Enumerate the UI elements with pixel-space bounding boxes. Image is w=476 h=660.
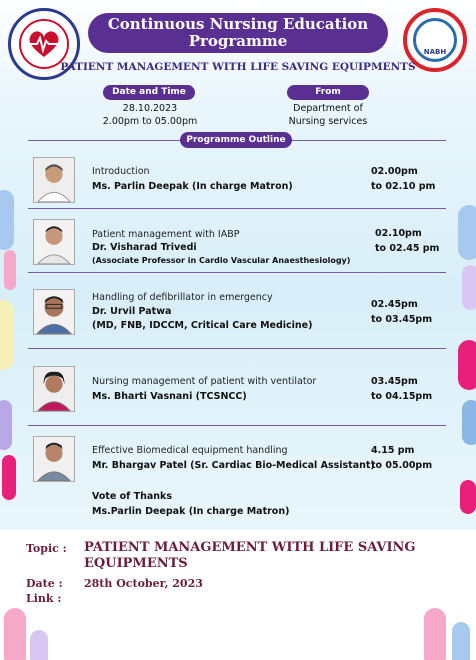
session-title: Handling of defibrillator in emergency <box>92 292 273 303</box>
session-speaker: Ms. Bharti Vasnani (TCSNCC) <box>92 391 247 402</box>
decor-pill <box>0 190 14 250</box>
topic-label: Topic : <box>26 542 67 555</box>
decor-pill <box>458 340 476 390</box>
session-speaker-detail: (Associate Professor in Cardio Vascular Anaesthesiology) <box>92 256 351 265</box>
decor-pill <box>460 480 476 514</box>
programme-title: Continuous Nursing Education Programme <box>88 13 388 53</box>
session-time-end: to 05.00pm <box>371 460 433 471</box>
speaker-photo <box>33 436 75 482</box>
speaker-photo <box>33 157 75 203</box>
date-time-chip: Date and Time <box>103 85 195 100</box>
decor-pill <box>452 622 470 660</box>
session-time-start: 02.10pm <box>375 228 422 239</box>
session-title: Nursing management of patient with ventilator <box>92 376 317 387</box>
programme-subtitle: PATIENT MANAGEMENT WITH LIFE SAVING EQUIPMENTS <box>60 61 416 73</box>
topic-value: PATIENT MANAGEMENT WITH LIFE SAVING EQUIPMENTS <box>84 540 416 571</box>
decor-pill <box>0 300 14 370</box>
decor-pill <box>458 205 476 260</box>
session-title: Effective Biomedical equipment handling <box>92 445 288 456</box>
decor-pill <box>462 265 476 310</box>
session-title: Patient management with IABP <box>92 229 240 240</box>
speaker-photo <box>33 219 75 265</box>
programme-outline-chip: Programme Outline <box>180 132 292 148</box>
session-divider <box>28 425 446 426</box>
link-label: Link : <box>26 592 62 605</box>
vote-of-thanks-speaker: Ms.Parlin Deepak (In charge Matron) <box>92 506 290 517</box>
from-line-2: Nursing services <box>288 116 368 127</box>
date-label: Date : <box>26 577 63 590</box>
from-chip: From <box>287 85 369 100</box>
nabh-logo-text: NABH <box>423 48 447 56</box>
speaker-photo <box>33 366 75 412</box>
session-time-end: to 02.45 pm <box>375 243 440 254</box>
time-value: 2.00pm to 05.00pm <box>102 116 198 127</box>
decor-pill <box>30 630 48 660</box>
decor-pill <box>0 400 12 450</box>
session-divider <box>28 208 446 209</box>
session-divider <box>28 348 446 349</box>
session-divider <box>28 272 446 273</box>
session-title: Introduction <box>92 166 150 177</box>
from-line-1: Department of <box>293 103 363 114</box>
speaker-photo <box>33 289 75 335</box>
session-speaker: Dr. Urvil Patwa <box>92 306 172 317</box>
session-time-end: to 02.10 pm <box>371 181 436 192</box>
decor-pill <box>2 455 16 500</box>
session-time-start: 02.00pm <box>371 166 418 177</box>
session-time-start: 02.45pm <box>371 299 418 310</box>
decor-pill <box>424 608 446 660</box>
decor-pill <box>4 250 16 290</box>
date-value-footer: 28th October, 2023 <box>84 577 203 590</box>
decor-pill <box>4 608 26 660</box>
session-speaker-detail: (MD, FNB, IDCCM, Critical Care Medicine) <box>92 320 313 331</box>
session-speaker: Ms. Parlin Deepak (In charge Matron) <box>92 181 293 192</box>
session-time-end: to 04.15pm <box>371 391 433 402</box>
vote-of-thanks-title: Vote of Thanks <box>92 491 173 502</box>
session-time-start: 03.45pm <box>371 376 418 387</box>
session-time-start: 4.15 pm <box>371 445 415 456</box>
session-time-end: to 03.45pm <box>371 314 433 325</box>
date-value: 28.10.2023 <box>122 103 178 114</box>
session-speaker: Mr. Bhargav Patel (Sr. Cardiac Bio-Medical Assistant) <box>92 460 375 471</box>
session-speaker: Dr. Visharad Trivedi <box>92 242 197 253</box>
decor-pill <box>462 400 476 445</box>
